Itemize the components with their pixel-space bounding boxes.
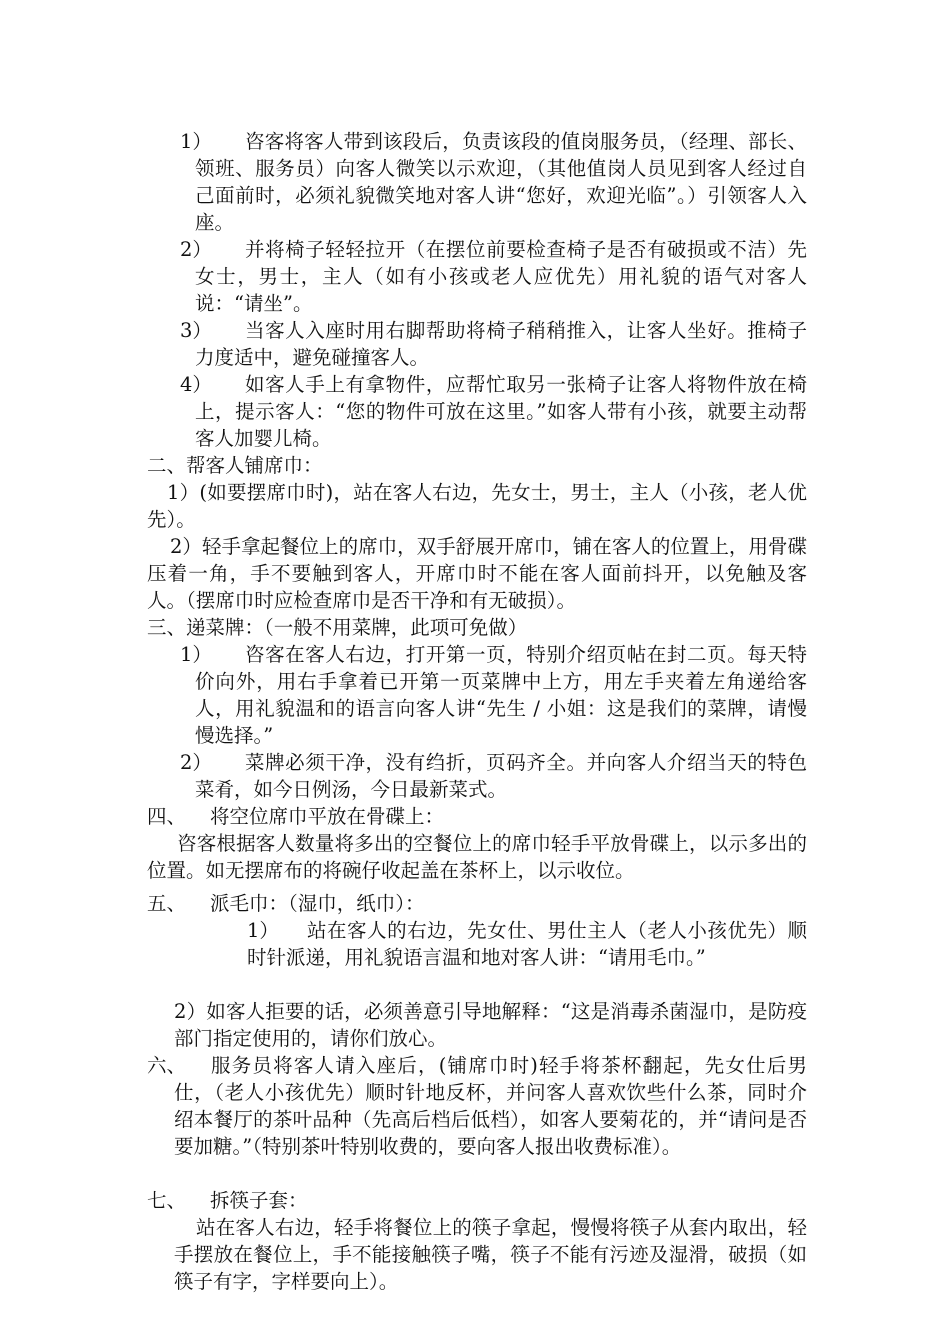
section-heading: 派毛巾：（湿巾，纸巾）： bbox=[210, 892, 425, 915]
list-item-text: 当客人入座时用右脚帮助将椅子稍稍推入，让客人坐好。推椅子力度适中，避免碰撞客人。 bbox=[195, 319, 807, 369]
list-item-text: 菜牌必须干净，没有绉折，页码齐全。并向客人介绍当天的特色菜肴，如今日例汤，今日最新菜式。 bbox=[195, 751, 807, 801]
section-heading: 拆筷子套： bbox=[210, 1189, 308, 1212]
list-item-text: 咨客将客人带到该段后，负责该段的值岗服务员，（经理、部长、领班、服务员）向客人微笑以示欢迎，（其他值岗人员见到客人经过自己面前时，必须礼貌微笑地对客人讲“您好，欢迎光临”。）引领客人入座。 bbox=[195, 130, 807, 234]
paragraph: 2）轻手拿起餐位上的席巾，双手舒展开席巾，铺在客人的位置上，用骨碟压着一角，手不要触到客人，开席巾时不能在客人面前抖开，以免触及客人。（摆席巾时应检查席巾是否干净和有无破损）。 bbox=[147, 535, 807, 612]
paragraph: 1）(如要摆席巾时)，站在客人右边，先女士，男士，主人（小孩，老人优先）。 bbox=[147, 481, 807, 531]
section-number: 四、 bbox=[147, 805, 187, 828]
section-heading: 三、递菜牌：（一般不用菜牌，此项可免做） bbox=[147, 616, 528, 639]
list-number: 2） bbox=[180, 751, 212, 774]
paragraph: 服务员将客人请入座后，(铺席巾时)轻手将茶杯翻起，先女仕后男仕，（老人小孩优先）顺时针地反杯，并问客人喜欢饮些什么茶，同时介绍本餐厅的茶叶品种（先高后档后低档），如客人要菊花的，并“请问是否要加糖。”（特别茶叶特别收费的，要向客人报出收费标准）。 bbox=[174, 1054, 807, 1158]
list-number: 2） bbox=[180, 238, 212, 261]
list-number: 4） bbox=[180, 373, 212, 396]
section-number: 五、 bbox=[147, 892, 187, 915]
paragraph: 咨客根据客人数量将多出的空餐位上的席巾轻手平放骨碟上，以示多出的位置。如无摆席布的将碗仔收起盖在茶杯上，以示收位。 bbox=[147, 832, 807, 882]
list-number: 1） bbox=[247, 919, 279, 942]
section-number: 六、 bbox=[147, 1054, 187, 1077]
list-item-text: 并将椅子轻轻拉开（在摆位前要检查椅子是否有破损或不洁）先女士，男士，主人（如有小孩或老人应优先）用礼貌的语气对客人说：“请坐”。 bbox=[195, 238, 807, 315]
list-number: 1） bbox=[180, 130, 212, 153]
section-heading: 二、帮客人铺席巾： bbox=[147, 454, 323, 477]
section-number: 七、 bbox=[147, 1189, 187, 1212]
paragraph: 2）如客人拒要的话，必须善意引导地解释：“这是消毒杀菌湿巾，是防疫部门指定使用的，请你们放心。 bbox=[174, 1000, 807, 1050]
list-item-text: 站在客人的右边，先女仕、男仕主人（老人小孩优先）顺时针派递，用礼貌语言温和地对客人讲：“请用毛巾。” bbox=[247, 919, 807, 969]
list-number: 3） bbox=[180, 319, 212, 342]
paragraph: 站在客人右边，轻手将餐位上的筷子拿起，慢慢将筷子从套内取出，轻手摆放在餐位上，手不能接触筷子嘴，筷子不能有污迹及湿滑，破损（如筷子有字，字样要向上）。 bbox=[174, 1216, 807, 1293]
list-item-text: 咨客在客人右边，打开第一页，特别介绍页帖在封二页。每天特价向外，用右手拿着已开第一页菜牌中上方，用左手夹着左角递给客人，用礼貌温和的语言向客人讲“先生 / 小姐：这是我们的菜牌，请慢慢选择。” bbox=[195, 643, 807, 747]
list-number: 1） bbox=[180, 643, 212, 666]
list-item-text: 如客人手上有拿物件，应帮忙取另一张椅子让客人将物件放在椅上，提示客人：“您的物件可放在这里。”如客人带有小孩，就要主动帮客人加婴儿椅。 bbox=[195, 373, 807, 450]
section-heading: 将空位席巾平放在骨碟上： bbox=[210, 805, 445, 828]
